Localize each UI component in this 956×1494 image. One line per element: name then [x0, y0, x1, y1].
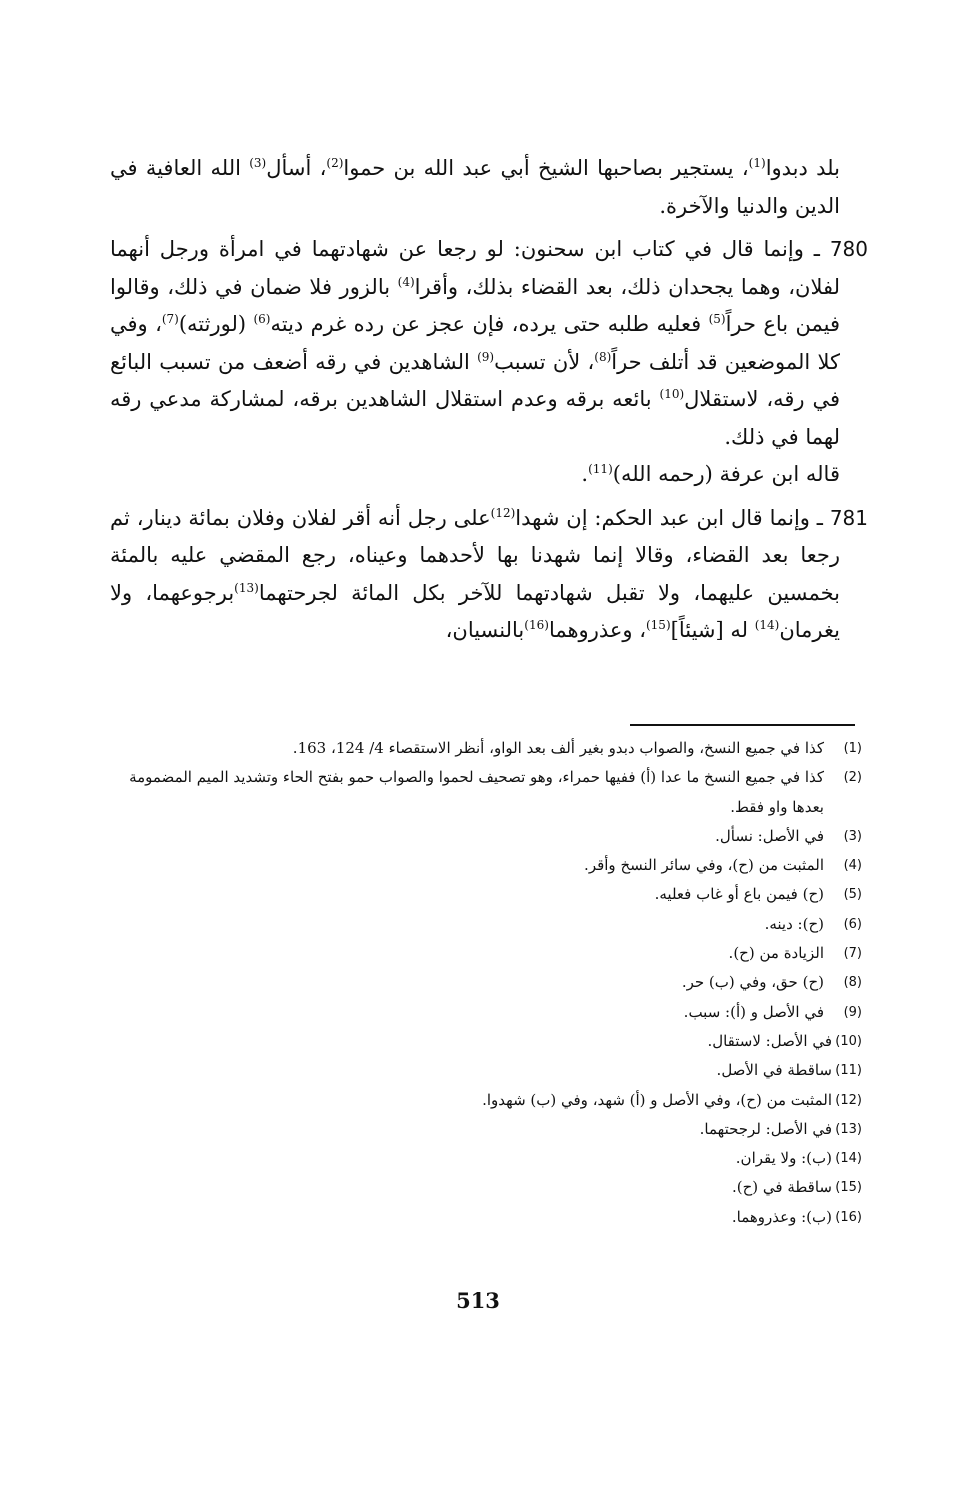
footnote-text: كذا في جميع النسخ ما عدا (أ) ففيها حمراء، وهو تصحيف لحموا والصواب حمو بفتح الحاء وتشديد الميم المضمومة بعدها واو فقط. — [129, 768, 824, 816]
footnote-ref-15[interactable]: (15) — [645, 618, 671, 632]
footnote-2 — [110, 763, 862, 822]
text-run: ، وفي كلا الموضعين قد أتلف حراً — [110, 312, 840, 374]
footnote-ref-16[interactable]: (16) — [524, 618, 549, 632]
footnote-ref-5[interactable]: (5) — [708, 312, 726, 326]
footnote-number: (4) — [843, 858, 862, 874]
footnote-ref-4[interactable]: (4) — [397, 274, 415, 289]
footnote-text: في الأصل: لاستقال. — [707, 1031, 832, 1050]
paragraph-number: 780 — [829, 237, 868, 261]
text-run: بالنسيان، — [445, 618, 525, 642]
footnote-number: (13) — [835, 1121, 862, 1137]
footnote-number: (10) — [835, 1033, 862, 1049]
text-run: ، وعذروهما — [548, 618, 646, 642]
footnote-number: (5) — [843, 887, 862, 903]
footnote-5 — [110, 880, 862, 909]
footnote-ref-14[interactable]: (14) — [754, 618, 780, 632]
footnote-ref-2[interactable]: (2) — [326, 156, 344, 170]
footnote-11 — [110, 1056, 862, 1085]
main-text — [110, 150, 868, 650]
text-run: قاله ابن عرفة (رحمه الله) — [612, 462, 840, 486]
footnote-8 — [110, 968, 862, 997]
footnote-ref-13[interactable]: (13) — [234, 580, 259, 595]
footnote-text: الزيادة من (ح). — [728, 944, 824, 963]
paragraph-780 — [110, 231, 868, 494]
footnote-number: (3) — [843, 828, 862, 844]
footnote-4 — [110, 851, 862, 880]
footnote-text: المثبت من (ح)، وفي سائر النسخ وأقر. — [584, 856, 824, 875]
footnotes-list — [110, 734, 862, 1232]
footnote-ref-1[interactable]: (1) — [748, 156, 766, 170]
text-run: . — [581, 462, 589, 486]
footnote-10 — [110, 1027, 862, 1056]
footnote-ref-10[interactable]: (10) — [659, 387, 685, 401]
footnote-ref-7[interactable]: (7) — [161, 312, 179, 326]
text-run: بائعه برقه وعدم استقلال الشاهدين برقه، لمشاركة مدعي رقه لهما في ذلك. — [110, 387, 840, 449]
footnote-ref-8[interactable]: (8) — [594, 349, 612, 364]
footnote-13 — [110, 1115, 862, 1144]
paragraph-781 — [110, 500, 868, 650]
text-run: بالزور فلا ضمان في ذلك، وقالوا فيمن باع حراً — [110, 274, 841, 336]
footnote-number: (2) — [843, 770, 862, 786]
footnote-number: (9) — [843, 1004, 862, 1020]
text-run: الشاهدين في رقه أضعف من تسبب البائع في رقه، لاستقلال — [110, 349, 840, 411]
footnote-ref-6[interactable]: (6) — [253, 312, 271, 326]
footnote-number: (11) — [835, 1063, 862, 1079]
paragraph-number: 781 — [829, 505, 868, 530]
footnote-6 — [110, 910, 862, 939]
footnote-1 — [110, 734, 862, 763]
text-run: بلد دبدوا — [765, 156, 840, 180]
text-run: ، لأن تسبب — [494, 349, 595, 374]
footnote-text: ساقطة في (ح). — [731, 1178, 832, 1197]
text-run: الله العافية في الدين والدنيا والآخرة. — [110, 156, 840, 218]
footnote-number: (1) — [843, 741, 862, 756]
footnote-16 — [110, 1203, 862, 1232]
footnote-3 — [110, 822, 862, 851]
footnote-number: (16) — [835, 1209, 862, 1225]
footnote-7 — [110, 939, 862, 968]
footnote-number: (12) — [835, 1092, 862, 1108]
footnote-text: كذا في جميع النسخ، والصواب دبدو بغير ألف بعد الواو، أنظر الاستقصاء 4/ 124، 163. — [292, 739, 824, 757]
footnote-number: (7) — [843, 946, 862, 962]
footnote-separator — [630, 724, 855, 726]
footnote-text: (ح): دينه. — [764, 914, 824, 933]
text-run: فعليه طلبه حتى يرده، فإن عجز عن رده غرم ديته — [270, 312, 709, 336]
footnote-9 — [110, 998, 862, 1027]
text-run: (لورثته) — [178, 312, 254, 336]
footnote-text: (ب): ولا يقران. — [735, 1149, 832, 1168]
page-number: 513 — [456, 1288, 500, 1313]
footnote-ref-9[interactable]: (9) — [477, 349, 495, 364]
footnote-15 — [110, 1173, 862, 1202]
text-run: ، أسأل — [266, 156, 327, 180]
text-run: على رجل أنه أقر لفلان وفلان بمائة دينار، ثم رجعا بعد القضاء، وقالا إنما شهدنا بها لأحدهما وعيناه، رجع المقضي عليه بالمئة بخمسين عليهما، ولا تقبل شهادتهما للآخر بكل المائة لجرحتهما — [110, 505, 840, 605]
text-run: له [شيئاً] — [670, 618, 755, 642]
footnote-text: ساقطة في الأصل. — [716, 1061, 832, 1080]
text-run: ـ وإنما قال في كتاب ابن سحنون: لو رجعا عن شهادتهما في امرأة ورجل أنهما لفلان، وهما يجحدان ذلك، بعد القضاء بذلك، وأقرا — [110, 237, 840, 299]
footnote-ref-11[interactable]: (11) — [588, 462, 613, 476]
footnote-text: (ح) فيمن باع أو غاب فعليه. — [654, 885, 824, 904]
footnote-number: (15) — [835, 1180, 862, 1196]
footnote-number: (14) — [835, 1151, 862, 1167]
footnote-text: في الأصل: نسأل. — [715, 826, 824, 845]
footnote-text: في الأصل: لرجحتهما. — [699, 1119, 832, 1138]
text-run: ـ وإنما قال ابن عبد الحكم: إن شهدا — [515, 505, 830, 530]
footnote-text: (ح) حق، وفي (ب) حر. — [681, 973, 824, 992]
footnote-text: في الأصل و (أ): سبب. — [683, 1002, 824, 1021]
footnote-number: (6) — [843, 916, 862, 932]
footnote-12 — [110, 1086, 862, 1115]
paragraph-continuation — [110, 150, 868, 225]
footnote-text: المثبت من (ح)، وفي الأصل و (أ) شهد، وفي (ب) شهدوا. — [482, 1090, 832, 1109]
footnote-number: (8) — [843, 975, 862, 991]
text-run: ، يستجير بصاحبها الشيخ أبي عبد الله بن حموا — [343, 156, 749, 180]
footnote-ref-3[interactable]: (3) — [249, 156, 267, 170]
footnote-14 — [110, 1144, 862, 1173]
footnote-ref-12[interactable]: (12) — [490, 505, 516, 520]
text-run: برجوعهما، ولا يغرمان — [110, 580, 840, 642]
footnote-text: (ب): وعذروهما. — [731, 1207, 832, 1226]
